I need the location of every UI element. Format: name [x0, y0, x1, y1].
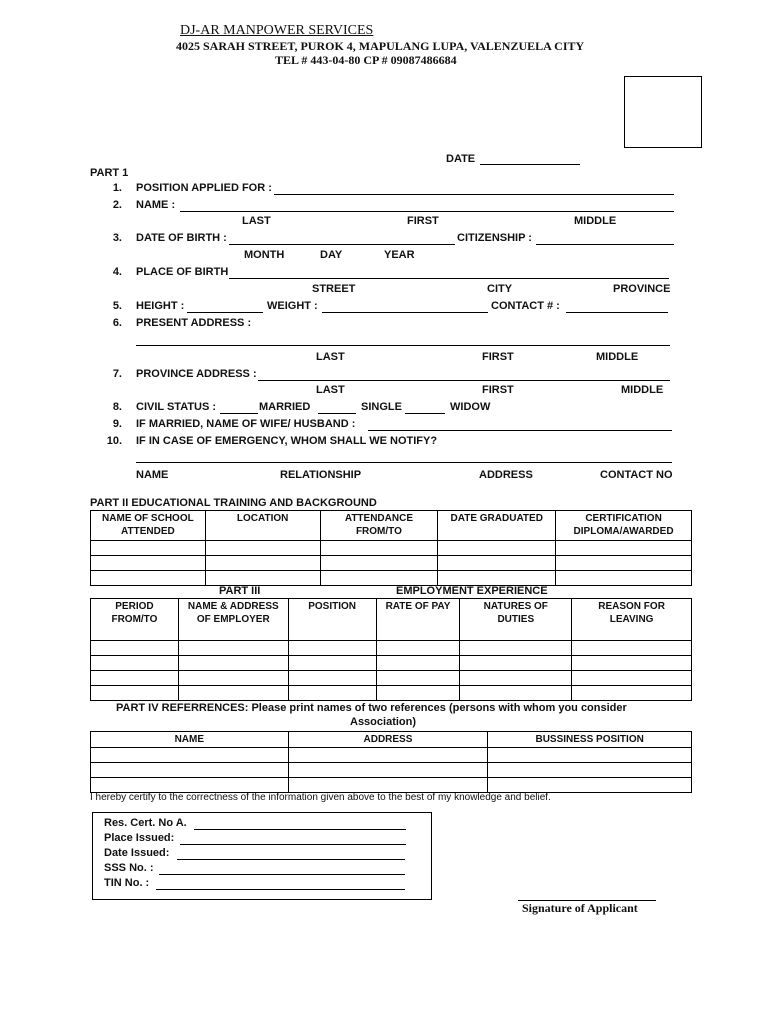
- dob-field[interactable]: [229, 244, 455, 245]
- item-number: 1.: [112, 182, 122, 194]
- table-header-row: [91, 732, 692, 748]
- table-header-row: [91, 599, 692, 641]
- table-row[interactable]: [91, 671, 692, 686]
- item-number: 3.: [112, 232, 122, 244]
- header-cell: ATTENDANCE FROM/TO: [320, 511, 438, 541]
- signature-label: Signature of Applicant: [522, 901, 638, 915]
- date-label: DATE: [446, 153, 476, 165]
- widow-option: WIDOW: [450, 401, 491, 413]
- part1-title: PART 1: [90, 167, 129, 179]
- weight-label: WEIGHT :: [267, 300, 318, 312]
- employment-table: [90, 598, 692, 701]
- spouse-field[interactable]: [368, 430, 672, 431]
- references-table: [90, 731, 692, 793]
- header-cell: NAME & ADDRESS OF EMPLOYER: [178, 599, 288, 641]
- item-number: 10.: [106, 435, 122, 447]
- pob-field[interactable]: [229, 278, 669, 279]
- name-sub-middle: MIDDLE: [574, 215, 617, 227]
- header-cell: DATE GRADUATED: [438, 511, 556, 541]
- emergency-label: IF IN CASE OF EMERGENCY, WHOM SHALL WE NOTIFY?: [136, 435, 438, 447]
- item-number: 8.: [112, 401, 122, 413]
- part4-title: PART IV REFERRENCES: Please print names of two references (persons with whom you consider: [116, 702, 627, 714]
- province-address-field[interactable]: [258, 380, 670, 381]
- table-row[interactable]: [91, 778, 692, 793]
- sss-label: SSS No. :: [104, 862, 154, 874]
- single-option: SINGLE: [361, 401, 402, 413]
- company-address: 4025 SARAH STREET, PUROK 4, MAPULANG LUPA, VALENZUELA CITY: [176, 39, 585, 53]
- province-address-label: PROVINCE ADDRESS :: [136, 368, 257, 380]
- pob-sub-street: STREET: [312, 283, 356, 295]
- header-cell: LOCATION: [205, 511, 320, 541]
- single-field[interactable]: [318, 413, 356, 414]
- date-issued-label: Date Issued:: [104, 847, 170, 859]
- item-number: 6.: [112, 317, 122, 329]
- date-field[interactable]: [480, 164, 580, 165]
- height-label: HEIGHT :: [136, 300, 185, 312]
- sss-field[interactable]: [159, 874, 405, 875]
- header-cell: PERIOD FROM/TO: [91, 599, 179, 641]
- pob-label: PLACE OF BIRTH: [136, 266, 229, 278]
- dob-sub-month: MONTH: [244, 249, 285, 261]
- company-contact: TEL # 443-04-80 CP # 09087486684: [275, 53, 457, 67]
- company-name: DJ-AR MANPOWER SERVICES: [180, 23, 374, 38]
- citizenship-field[interactable]: [536, 244, 674, 245]
- position-field[interactable]: [274, 194, 674, 195]
- header-cell: NAME: [91, 732, 289, 748]
- weight-field[interactable]: [322, 312, 488, 313]
- name-sub-first: FIRST: [407, 215, 439, 227]
- table-row[interactable]: [91, 571, 692, 586]
- education-table: [90, 510, 692, 586]
- part3-subtitle: EMPLOYMENT EXPERIENCE: [396, 585, 548, 597]
- emergency-sub-address: ADDRESS: [479, 469, 533, 481]
- dob-sub-year: YEAR: [384, 249, 415, 261]
- emergency-sub-contact: CONTACT NO: [600, 469, 673, 481]
- present-sub-first: FIRST: [482, 351, 514, 363]
- place-issued-label: Place Issued:: [104, 832, 175, 844]
- emergency-sub-name: NAME: [136, 469, 169, 481]
- contact-label: CONTACT # :: [491, 300, 560, 312]
- res-cert-field[interactable]: [194, 829, 406, 830]
- present-sub-middle: MIDDLE: [596, 351, 639, 363]
- header-cell: NATURES OF DUTIES: [460, 599, 572, 641]
- part2-title: PART II EDUCATIONAL TRAINING AND BACKGROUND: [90, 497, 377, 509]
- citizenship-label: CITIZENSHIP :: [457, 232, 532, 244]
- header-cell: NAME OF SCHOOL ATTENDED: [91, 511, 206, 541]
- present-sub-last: LAST: [316, 351, 345, 363]
- header-cell: REASON FOR LEAVING: [572, 599, 692, 641]
- pob-sub-province: PROVINCE: [613, 283, 671, 295]
- dob-label: DATE OF BIRTH :: [136, 232, 227, 244]
- present-address-field[interactable]: [136, 345, 670, 346]
- item-number: 5.: [112, 300, 122, 312]
- item-number: 2.: [112, 199, 122, 211]
- tin-label: TIN No. :: [104, 877, 150, 889]
- spouse-label: IF MARRIED, NAME OF WIFE/ HUSBAND :: [136, 418, 356, 430]
- table-header-row: [91, 511, 692, 541]
- photo-box: [624, 76, 702, 148]
- item-number: 7.: [112, 368, 122, 380]
- header-cell: BUSSINESS POSITION: [488, 732, 692, 748]
- married-field[interactable]: [220, 413, 258, 414]
- name-sub-last: LAST: [242, 215, 271, 227]
- date-issued-field[interactable]: [177, 859, 405, 860]
- part3-title: PART III: [219, 585, 261, 597]
- name-field[interactable]: [180, 211, 674, 212]
- table-row[interactable]: [91, 763, 692, 778]
- table-row[interactable]: [91, 641, 692, 656]
- position-label: POSITION APPLIED FOR :: [136, 182, 272, 194]
- married-option: MARRIED: [259, 401, 311, 413]
- province-sub-middle: MIDDLE: [621, 384, 664, 396]
- certification-statement: I hereby certify to the correctness of the information given above to the best of my knowledge and belief.: [90, 792, 551, 803]
- part4-title-cont: Association): [350, 716, 417, 728]
- emergency-field[interactable]: [136, 462, 672, 463]
- table-row[interactable]: [91, 748, 692, 763]
- province-sub-first: FIRST: [482, 384, 514, 396]
- province-sub-last: LAST: [316, 384, 345, 396]
- present-address-label: PRESENT ADDRESS :: [136, 317, 252, 329]
- tin-field[interactable]: [156, 889, 405, 890]
- height-field[interactable]: [187, 312, 263, 313]
- table-row[interactable]: [91, 686, 692, 701]
- res-cert-label: Res. Cert. No A.: [104, 817, 187, 829]
- item-number: 4.: [112, 266, 122, 278]
- header-cell: CERTIFICATION DIPLOMA/AWARDED: [556, 511, 692, 541]
- header-cell: POSITION: [288, 599, 376, 641]
- contact-field[interactable]: [566, 312, 668, 313]
- header-cell: ADDRESS: [288, 732, 488, 748]
- table-row[interactable]: [91, 556, 692, 571]
- emergency-sub-relationship: RELATIONSHIP: [280, 469, 362, 481]
- item-number: 9.: [112, 418, 122, 430]
- widow-field[interactable]: [405, 413, 445, 414]
- dob-sub-day: DAY: [320, 249, 343, 261]
- table-row[interactable]: [91, 541, 692, 556]
- table-row[interactable]: [91, 656, 692, 671]
- place-issued-field[interactable]: [180, 844, 406, 845]
- header-cell: RATE OF PAY: [376, 599, 460, 641]
- pob-sub-city: CITY: [487, 283, 513, 295]
- civil-status-label: CIVIL STATUS :: [136, 401, 217, 413]
- name-label: NAME :: [136, 199, 176, 211]
